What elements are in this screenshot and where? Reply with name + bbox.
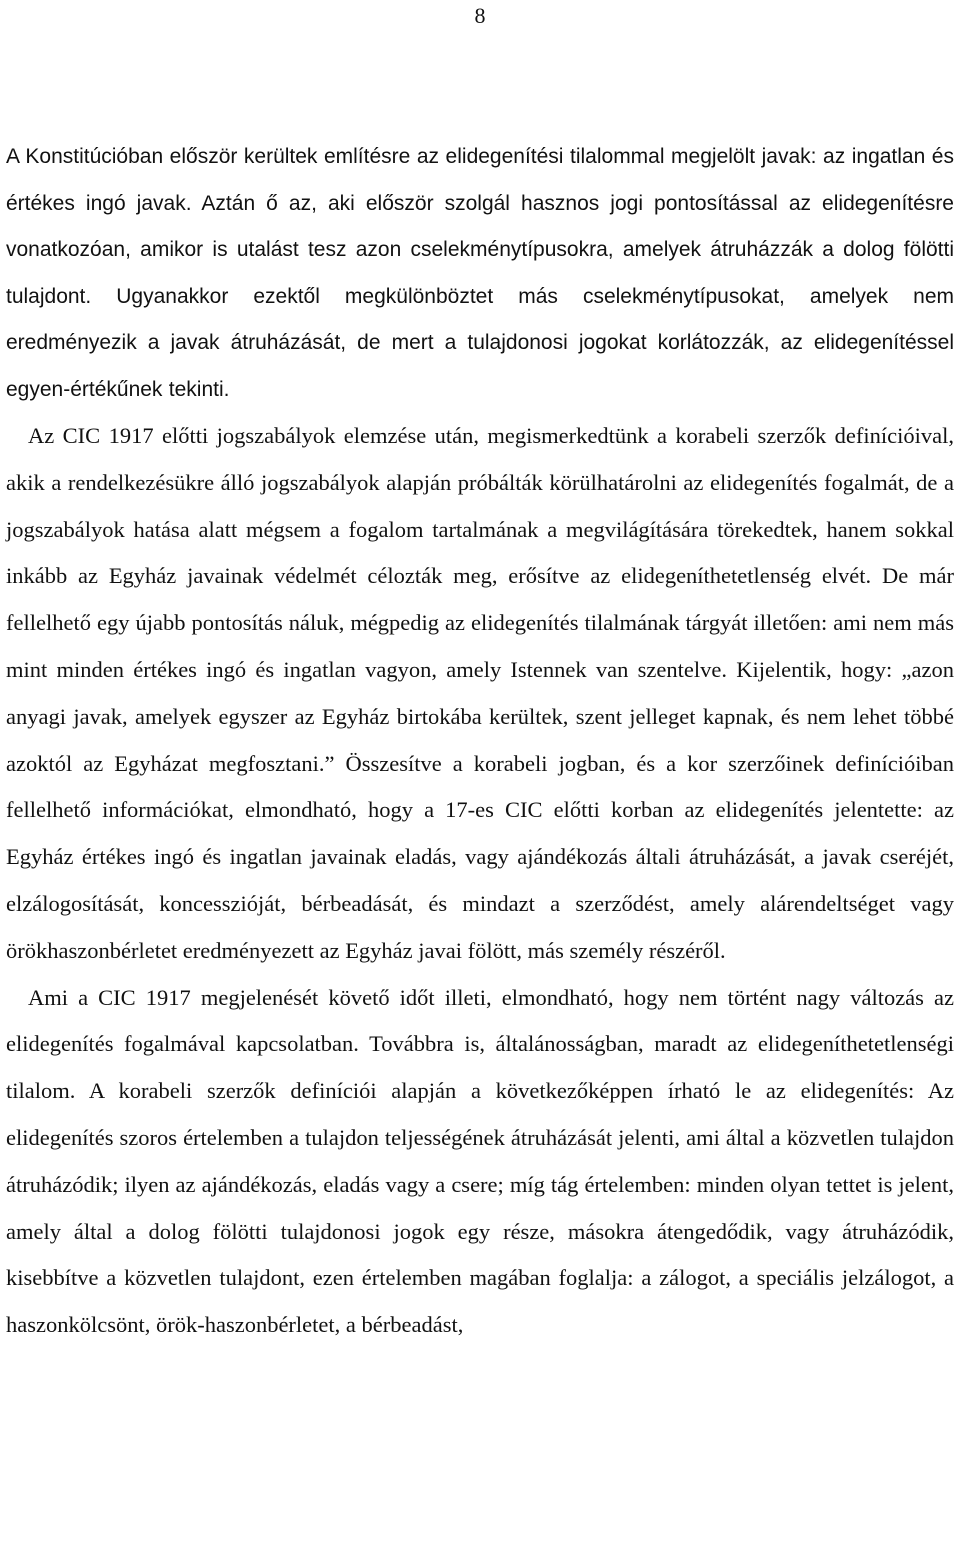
page-body bbox=[6, 134, 954, 1349]
paragraph-post-1917-definition: Ami a CIC 1917 megjelenését követő időt illeti, elmondható, hogy nem történt nagy változás az elidegenítés fogalmával kapcsolatban. Továbbra is, általánosságban, maradt az elidegeníthetetlenségi tilalom. A korabeli szerzők definíciói alapján a következőképpen írható le az elidegenítés: Az elidegenítés szoros értelemben a tulajdon teljességének átruházását jelenti, ami által a közvetlen tulajdon átruházódik; ilyen az ajándékozás, eladás vagy a csere; míg tág értelemben: minden olyan tettet is jelent, amely által a dolog fölötti tulajdonosi jogok egy része, másokra átengedődik, vagy átruházódik, kisebbítve a közvetlen tulajdont, ezen értelemben magában foglalja: a zálogot, a speciális jelzálogot, a haszonkölcsönt, örök-haszonbérletet, a bérbeadást, bbox=[6, 984, 954, 1338]
paragraph-pre-1917-analysis: Az CIC 1917 előtti jogszabályok elemzése után, megismerkedtünk a korabeli szerzők definícióival, akik a rendelkezésükre álló jogszabályok alapján próbálták körülhatárolni az elidegenítés fogalmát, de a jogszabályok hatása alatt mégsem a fogalom tartalmának a megvilágítására törekedtek, hanem sokkal inkább az Egyház javainak védelmét célozták meg, erősítve az elidegeníthetetlenség elvét. De már fellelhető egy újabb pontosítás náluk, mégpedig az elidegenítés tilalmának tárgyát illetően: ami nem más mint minden értékes ingó és ingatlan vagyon, amely Istennek van szentelve. Kijelentik, hogy: „azon anyagi javak, amelyek egyszer az Egyház birtokába kerültek, szent jelleget kapnak, és nem lehet többé azoktól az Egyházat megfosztani.” Összesítve a korabeli jogban, és a kor szerzőinek definícióiban fellelhető információkat, elmondható, hogy a 17-es CIC előtti korban az elidegenítés jelentette: az Egyház értékes ingó és ingatlan javainak eladás, vagy ajándékozás általi átruházását, a javak cseréjét, elzálogosítását, koncesszióját, bérbeadását, és mindazt a szerződést, amely alárendeltséget vagy örökhaszonbérletet eredményezett az Egyház javai fölött, más személy részéről. bbox=[6, 423, 954, 963]
page-number: 8 bbox=[474, 3, 486, 28]
paragraph-constitution: A Konstitúcióban először kerültek említésre az elidegenítési tilalommal megjelölt javak: az ingatlan és értékes ingó javak. Aztán ő az, aki először szolgál hasznos jogi pontosítással az elidegenítésre vonatkozóan, amikor is utalást tesz azon cselekménytípusokra, amelyek átruházzák a dolog fölötti tulajdont. Ugyanakkor ezektől megkülönböztet más cselekménytípusokat, amelyek nem eredményezik a javak átruházását, de mert a tulajdonosi jogokat korlátozzák, az elidegenítéssel egyen-értékűnek tekinti. bbox=[6, 145, 954, 401]
